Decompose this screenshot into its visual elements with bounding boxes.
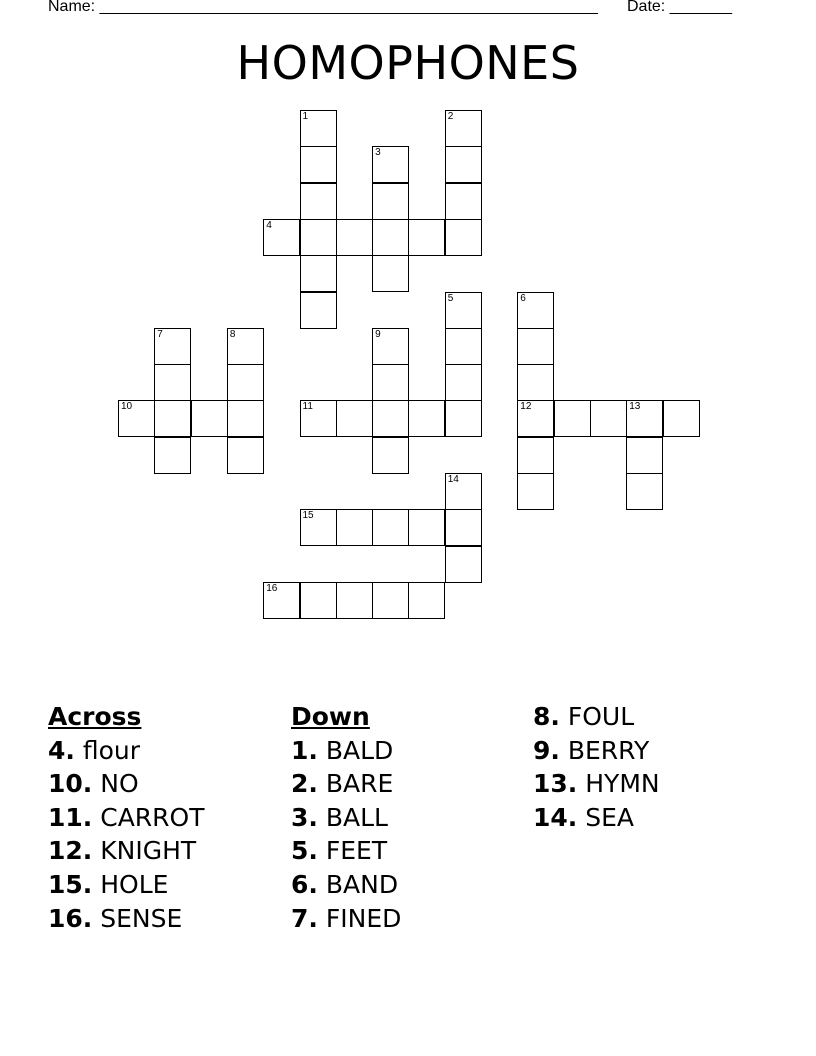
clue-item [291, 734, 401, 768]
crossword-cell[interactable] [408, 400, 445, 437]
crossword-cell[interactable] [626, 473, 663, 510]
crossword-cell[interactable] [372, 328, 409, 365]
clue-item [48, 734, 205, 768]
clue-item [533, 700, 660, 734]
across-clues [48, 700, 205, 935]
clue-number: 6. [291, 869, 318, 899]
page-title: HOMOPHONES [236, 36, 580, 90]
crossword-cell[interactable] [227, 364, 264, 401]
clue-text: BAND [325, 869, 399, 899]
clue-number: 15. [48, 869, 93, 899]
crossword-cell[interactable] [336, 219, 373, 256]
clue-item [291, 767, 401, 801]
crossword-cell[interactable] [445, 364, 482, 401]
crossword-cell[interactable] [372, 509, 409, 546]
crossword-cell[interactable] [300, 183, 337, 220]
clue-item [291, 868, 401, 902]
clue-text: BARE [325, 769, 394, 799]
cell-number: 10 [121, 401, 133, 413]
clue-number: 9. [533, 735, 560, 765]
clue-text: flour [82, 735, 141, 765]
clue-text: CARROT [100, 802, 205, 832]
down-clues [291, 700, 401, 935]
crossword-cell[interactable] [154, 400, 191, 437]
crossword-cell[interactable] [408, 509, 445, 546]
clue-text: SEA [585, 802, 635, 832]
crossword-cell[interactable] [445, 292, 482, 329]
crossword-cell[interactable] [372, 255, 409, 292]
crossword-cell[interactable] [663, 400, 700, 437]
clue-number: 7. [291, 903, 318, 933]
crossword-cell[interactable] [227, 328, 264, 365]
crossword-cell[interactable] [227, 400, 264, 437]
date-field-label: Date: _______ [627, 0, 732, 15]
crossword-cell[interactable] [372, 183, 409, 220]
clue-item [48, 834, 205, 868]
clue-item [291, 801, 401, 835]
cell-number: 2 [447, 111, 454, 122]
cell-number: 12 [520, 401, 532, 413]
crossword-cell[interactable] [445, 219, 482, 256]
clue-item [533, 801, 660, 835]
crossword-cell[interactable] [300, 292, 337, 329]
crossword-cell[interactable] [300, 255, 337, 292]
crossword-cell[interactable] [372, 364, 409, 401]
crossword-cell[interactable] [408, 219, 445, 256]
crossword-cell[interactable] [300, 146, 337, 183]
clue-number: 14. [533, 802, 578, 832]
crossword-cell[interactable] [372, 582, 409, 619]
clue-text: FEET [325, 836, 388, 866]
clue-number: 11. [48, 802, 93, 832]
clue-number: 3. [291, 802, 318, 832]
crossword-cell[interactable] [263, 219, 300, 256]
crossword-cell[interactable] [372, 400, 409, 437]
clue-item [48, 767, 205, 801]
crossword-cell[interactable] [300, 509, 337, 546]
clue-number: 2. [291, 769, 318, 799]
crossword-cell[interactable] [300, 110, 337, 147]
name-field-label: Name: ________________________________________________________ [48, 0, 598, 15]
clue-text: FINED [325, 903, 402, 933]
cell-number: 11 [302, 401, 313, 413]
crossword-cell[interactable] [154, 437, 191, 474]
clue-item [48, 868, 205, 902]
clue-number: 4. [48, 735, 75, 765]
crossword-cell[interactable] [227, 437, 264, 474]
cell-number: 7 [157, 328, 163, 340]
cell-number: 13 [629, 401, 641, 413]
cell-number: 6 [520, 292, 526, 304]
down-clues-continued [533, 700, 660, 834]
crossword-cell[interactable] [517, 473, 554, 510]
crossword-cell[interactable] [300, 400, 337, 437]
cell-number: 15 [302, 510, 314, 522]
clue-text: FOUL [567, 702, 635, 731]
cell-number: 1 [302, 111, 309, 122]
crossword-cell[interactable] [300, 582, 337, 619]
clue-item [48, 902, 205, 936]
cell-number: 8 [229, 328, 236, 340]
clue-item [291, 902, 401, 936]
crossword-cell[interactable] [445, 473, 482, 510]
crossword-cell[interactable] [517, 400, 554, 437]
crossword-cell[interactable] [372, 219, 409, 256]
crossword-cell[interactable] [300, 219, 337, 256]
clue-item [533, 767, 660, 801]
down-heading: Down [291, 702, 370, 731]
clue-number: 12. [48, 836, 93, 866]
crossword-cell[interactable] [408, 582, 445, 619]
crossword-cell[interactable] [445, 183, 482, 220]
crossword-cell[interactable] [517, 364, 554, 401]
clue-number: 5. [291, 836, 318, 866]
cell-number: 16 [266, 582, 278, 594]
crossword-cell[interactable] [154, 364, 191, 401]
clue-item [291, 834, 401, 868]
crossword-cell[interactable] [626, 400, 663, 437]
clue-text: NO [100, 769, 139, 799]
crossword-cell[interactable] [590, 400, 627, 437]
clue-item [48, 801, 205, 835]
crossword-cell[interactable] [626, 437, 663, 474]
crossword-cell[interactable] [372, 437, 409, 474]
clue-text: SENSE [100, 903, 183, 933]
crossword-cell[interactable] [517, 328, 554, 365]
crossword-cell[interactable] [191, 400, 228, 437]
crossword-cell[interactable] [336, 509, 373, 546]
crossword-cell[interactable] [517, 437, 554, 474]
crossword-cell[interactable] [445, 400, 482, 437]
crossword-cell[interactable] [445, 110, 482, 147]
crossword-cell[interactable] [263, 582, 300, 619]
cell-number: 9 [375, 328, 381, 340]
clue-number: 10. [48, 769, 93, 799]
cell-number: 5 [447, 292, 454, 304]
clue-text: HOLE [100, 869, 169, 899]
crossword-cell[interactable] [154, 328, 191, 365]
crossword-cell[interactable] [517, 292, 554, 329]
crossword-cell[interactable] [118, 400, 155, 437]
crossword-cell[interactable] [336, 400, 373, 437]
clue-number: 13. [533, 769, 578, 799]
across-heading: Across [48, 702, 142, 731]
clue-text: BALD [325, 735, 394, 765]
cell-number: 4 [266, 219, 272, 231]
clue-item [533, 734, 660, 768]
crossword-cell[interactable] [372, 146, 409, 183]
crossword-cell[interactable] [336, 582, 373, 619]
crossword-cell[interactable] [445, 146, 482, 183]
crossword-cell[interactable] [445, 509, 482, 546]
clue-number: 16. [48, 903, 93, 933]
clue-number: 1. [291, 735, 318, 765]
crossword-cell[interactable] [445, 328, 482, 365]
clue-text: KNIGHT [100, 836, 197, 866]
clue-text: HYMN [585, 769, 660, 799]
clue-number: 8. [533, 702, 560, 731]
cell-number: 3 [375, 147, 381, 159]
crossword-cell[interactable] [445, 546, 482, 583]
clue-text: BALL [325, 802, 388, 832]
clue-text: BERRY [567, 735, 650, 765]
crossword-cell[interactable] [554, 400, 591, 437]
cell-number: 14 [447, 474, 459, 485]
